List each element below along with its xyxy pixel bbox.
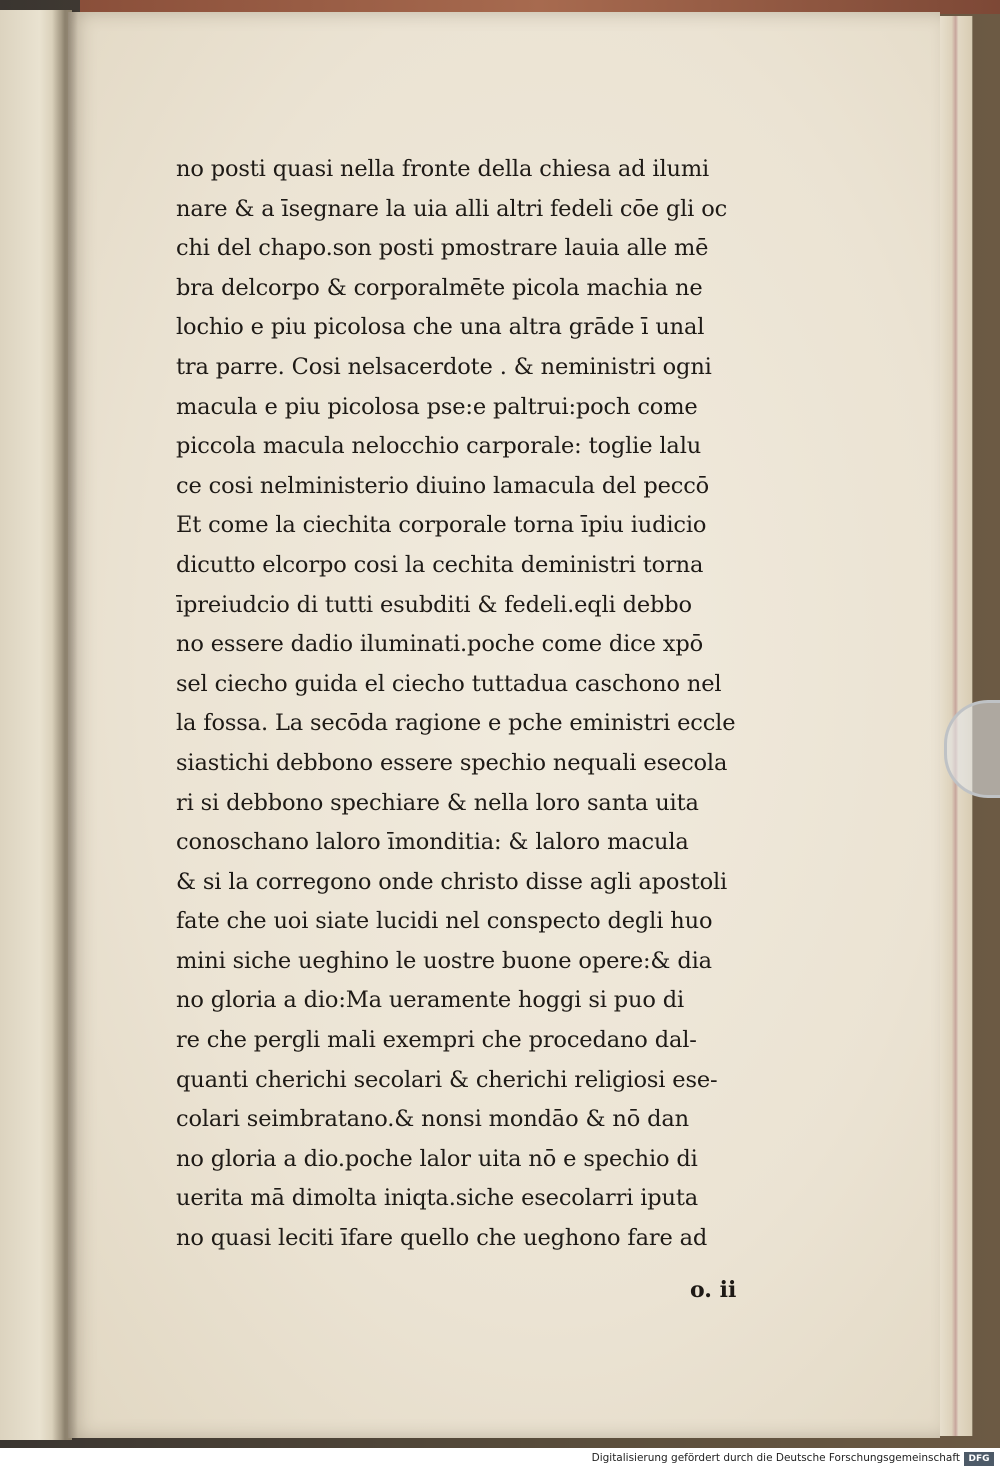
page-text — [176, 150, 806, 1259]
text-line: īpreiudcio di tutti esubditi & fedeli.eqli debbo — [176, 591, 692, 618]
text-line: quanti cherichi secolari & cherichi religiosi ese- — [176, 1066, 718, 1093]
text-line: conoschano laloro īmonditia: & laloro macula — [176, 829, 689, 856]
text-line: re che pergli mali exempri che procedano dal- — [176, 1027, 697, 1054]
book-gutter — [52, 10, 78, 1440]
text-line: fate che uoi siate lucidi nel conspecto degli huo — [176, 908, 713, 935]
text-line: colari seimbratano.& nonsi mondāo & nō dan — [176, 1106, 689, 1133]
funding-credit: Digitalisierung gefördert durch die Deutsche Forschungsgemeinschaft — [591, 1452, 960, 1464]
text-line: chi del chapo.son posti pmostrare lauia alle mē — [176, 235, 709, 262]
signature-mark: o. ii — [690, 1277, 737, 1303]
text-line: piccola macula nelocchio carporale: toglie lalu — [176, 433, 702, 460]
text-line: sel ciecho guida el ciecho tuttadua caschono nel — [176, 670, 722, 697]
text-line: siastichi debbono essere spechio nequali esecola — [176, 749, 728, 776]
text-line: dicutto elcorpo cosi la cechita deministri torna — [176, 551, 704, 578]
text-line: no posti quasi nella fronte della chiesa ad ilumi — [176, 156, 710, 182]
text-line: lochio e piu picolosa che una altra grāde ī unal — [176, 314, 705, 341]
text-line: macula e piu picolosa pse:e paltrui:poch come — [176, 393, 698, 420]
text-line: ri si debbono spechiare & nella loro santa uita — [176, 789, 699, 816]
text-line: uerita mā dimolta iniqta.siche esecolarri iputa — [176, 1185, 699, 1212]
text-line: ce cosi nelministerio diuino lamacula del peccō — [176, 472, 710, 499]
text-line: Et come la ciechita corporale torna īpiu iudicio — [176, 512, 707, 539]
text-line: bra delcorpo & corporalmēte picola machia ne — [176, 274, 703, 301]
text-line: tra parre. Cosi nelsacerdote . & neministri ogni — [176, 353, 712, 380]
text-line: nare & a īsegnare la uia alli altri fedeli cōe gli oc — [176, 195, 728, 222]
text-line: no quasi leciti īfare quello che ueghono fare ad — [176, 1225, 708, 1252]
text-line: no gloria a dio:Ma ueramente hoggi si puo di — [176, 987, 685, 1014]
text-line: mini siche ueghino le uostre buone opere:& dia — [176, 947, 712, 974]
text-line: no essere dadio iluminati.poche come dice xpō — [176, 631, 703, 658]
footer-bar — [0, 1448, 1000, 1470]
text-line: no gloria a dio.poche lalor uita nō e spechio di — [176, 1145, 698, 1172]
dfg-logo: DFG — [964, 1452, 994, 1466]
text-line: & si la corregono onde christo disse agli apostoli — [176, 868, 728, 895]
text-line: la fossa. La secōda ragione e pche eministri eccle — [176, 710, 736, 737]
